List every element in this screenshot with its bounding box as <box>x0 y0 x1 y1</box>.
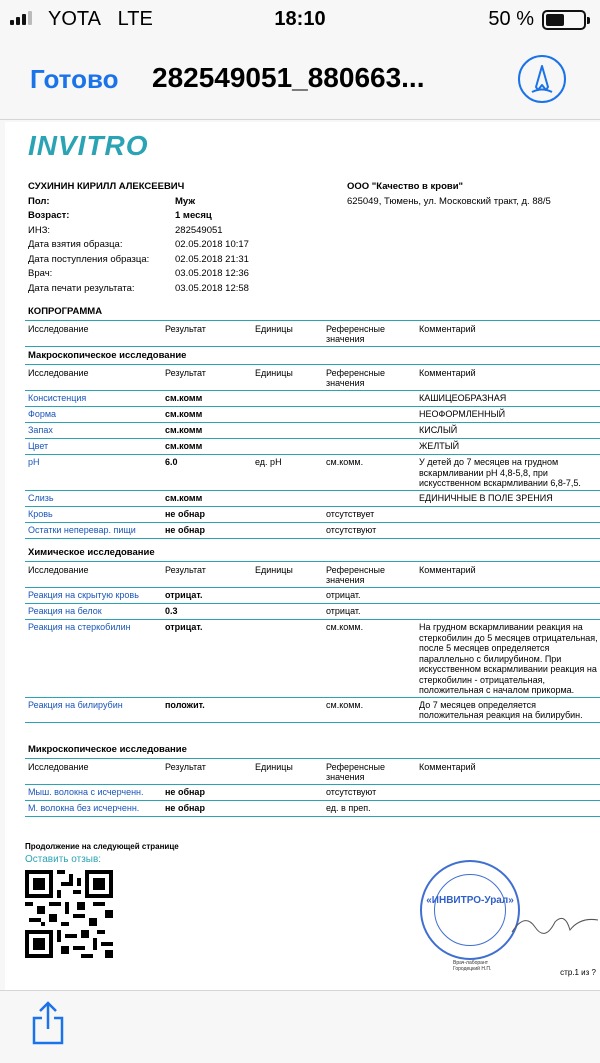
chem-title: Химическое исследование <box>28 547 155 558</box>
result-value: не обнар <box>165 803 205 813</box>
header-units: Единицы <box>255 565 293 575</box>
study-name: Запах <box>28 425 53 435</box>
reference-value <box>326 425 419 437</box>
table-row <box>25 523 600 539</box>
units-value <box>255 441 326 453</box>
result-value: см.комм <box>165 441 203 451</box>
comment-text <box>419 803 600 815</box>
comment-text: У детей до 7 месяцев на грудном вскармливании pH 4,8-5,8, при искусственном вскармливании 6,8-7,5. <box>419 457 581 488</box>
patient-info <box>28 180 249 296</box>
comment-text: До 7 месяцев определяется положительная реакция на билирубин. <box>419 699 583 720</box>
header-comment: Комментарий <box>419 762 476 772</box>
battery-icon <box>542 10 586 30</box>
comment-text: НЕОФОРМЛЕННЫЙ <box>419 409 506 419</box>
macro-rows <box>25 391 600 539</box>
table-header <box>25 320 600 347</box>
lab-address: 625049, Тюмень, ул. Московский тракт, д. 88/5 <box>347 195 551 207</box>
lab-info <box>347 180 551 209</box>
reference-value: отрицат. <box>326 590 361 600</box>
header-result: Результат <box>165 324 206 334</box>
status-bar <box>0 0 600 40</box>
result-value: отрицат. <box>165 622 203 632</box>
qr-code[interactable] <box>25 870 113 958</box>
comment-text: ЖЕЛТЫЙ <box>419 441 460 451</box>
header-study: Исследование <box>28 565 89 575</box>
header-units: Единицы <box>255 324 293 334</box>
review-link[interactable]: Оставить отзыв: <box>25 854 102 865</box>
age-label: Возраст: <box>28 210 70 221</box>
header-comment: Комментарий <box>419 368 476 378</box>
result-value: 6.0 <box>165 457 178 467</box>
battery-percentage: 50 % <box>488 8 534 30</box>
lab-stamp <box>420 860 520 960</box>
result-value: не обнар <box>165 508 205 519</box>
comment-text <box>419 590 600 602</box>
done-button[interactable]: Готово <box>30 64 119 94</box>
pdf-document-page[interactable] <box>5 122 600 990</box>
result-value: см.комм <box>165 393 203 403</box>
study-name: Реакция на белок <box>28 606 102 616</box>
doctor-signature <box>510 892 600 942</box>
table-row <box>25 491 600 507</box>
table-header <box>25 364 600 391</box>
table-row <box>25 455 600 491</box>
coprogram-title: КОПРОГРАММА <box>28 306 103 317</box>
header-study: Исследование <box>28 324 89 334</box>
stamp-text: «ИНВИТРО-Урал» <box>426 895 514 906</box>
page-number: стр.1 из ? <box>560 968 596 977</box>
units-value <box>255 509 326 521</box>
inz-label: ИНЗ: <box>28 224 51 236</box>
reference-value: отсутствуют <box>326 524 377 535</box>
doctor-label: Врач: <box>28 268 53 279</box>
micro-section <box>25 744 600 817</box>
sample-date-label: Дата взятия образца: <box>28 239 123 250</box>
units-value <box>255 425 326 437</box>
result-value: см.комм <box>165 409 203 419</box>
table-header <box>25 758 600 785</box>
units-value <box>255 590 326 602</box>
header-units: Единицы <box>255 762 293 772</box>
result-value: см.комм <box>165 425 203 435</box>
header-reference: Референсные значения <box>326 565 385 585</box>
receipt-date-label: Дата поступления образца: <box>28 253 150 265</box>
chem-rows <box>25 588 600 723</box>
table-row <box>25 785 600 801</box>
units-value <box>255 622 326 696</box>
units-value: ед. pH <box>255 457 282 467</box>
clock: 18:10 <box>274 8 326 30</box>
study-name: Консистенция <box>28 393 87 403</box>
table-row <box>25 391 600 407</box>
navigation-bar <box>0 40 600 120</box>
sex-value: Муж <box>175 195 196 207</box>
header-result: Результат <box>165 762 206 772</box>
header-reference: Референсные значения <box>326 762 385 782</box>
study-name: М. волокна без исчерченн. <box>28 803 140 813</box>
reference-value: см.комм. <box>326 699 364 710</box>
units-value <box>255 493 326 505</box>
print-date-label: Дата печати результата: <box>28 282 135 294</box>
bottom-toolbar <box>0 990 600 1063</box>
reference-value: ед. в преп. <box>326 803 371 813</box>
table-row <box>25 507 600 523</box>
units-value <box>255 393 326 405</box>
reference-value: отсутствуют <box>326 787 377 797</box>
header-comment: Комментарий <box>419 324 476 334</box>
header-result: Результат <box>165 565 206 575</box>
header-reference: Референсные значения <box>326 324 385 344</box>
table-row <box>25 423 600 439</box>
header-study: Исследование <box>28 368 89 378</box>
comment-text: КАШИЦЕОБРАЗНАЯ <box>419 393 507 403</box>
table-row <box>25 698 600 723</box>
reference-value: отрицат. <box>326 606 361 616</box>
units-value <box>255 525 326 537</box>
study-name: Остатки неперевар. пищи <box>28 524 136 535</box>
units-value <box>255 409 326 421</box>
comment-text: ЕДИНИЧНЫЕ В ПОЛЕ ЗРЕНИЯ <box>419 492 553 503</box>
sample-date-value: 02.05.2018 10:17 <box>175 239 249 250</box>
reference-value: отсутствует <box>326 508 375 519</box>
doctor-date-value: 03.05.2018 12:36 <box>175 268 249 279</box>
table-row <box>25 801 600 817</box>
study-name: Кровь <box>28 508 53 519</box>
micro-rows <box>25 785 600 817</box>
macro-title: Макроскопическое исследование <box>28 350 187 361</box>
comment-text <box>419 525 600 537</box>
micro-title: Микроскопическое исследование <box>28 744 187 755</box>
study-name: Слизь <box>28 492 54 503</box>
header-result: Результат <box>165 368 206 378</box>
reference-value <box>326 493 419 505</box>
share-icon[interactable] <box>30 1001 66 1045</box>
comment-text <box>419 787 600 799</box>
reference-value: см.комм. <box>326 622 364 632</box>
table-row <box>25 604 600 620</box>
header-comment: Комментарий <box>419 565 476 575</box>
study-name: Реакция на скрытую кровь <box>28 590 139 600</box>
study-name: Реакция на билирубин <box>28 699 123 710</box>
units-value <box>255 606 326 618</box>
table-row <box>25 439 600 455</box>
study-name: Цвет <box>28 441 49 451</box>
units-value <box>255 803 326 815</box>
comment-text <box>419 606 600 618</box>
table-header <box>25 561 600 588</box>
markup-pen-icon[interactable] <box>518 55 566 103</box>
macro-section <box>25 350 600 539</box>
document-title: 282549051_880663... <box>152 62 425 93</box>
reference-value <box>326 393 419 405</box>
study-name: Мыш. волокна с исчерченн. <box>28 787 144 797</box>
inz-value: 282549051 <box>175 224 223 236</box>
header-reference: Референсные значения <box>326 368 385 388</box>
result-value: см.комм <box>165 492 203 503</box>
print-date-value: 03.05.2018 12:58 <box>175 282 249 294</box>
age-value: 1 месяц <box>175 210 212 221</box>
invitro-logo: INVITRO <box>28 130 149 161</box>
reference-value <box>326 441 419 453</box>
result-value: отрицат. <box>165 590 203 600</box>
table-row <box>25 588 600 604</box>
header-study: Исследование <box>28 762 89 772</box>
signature-caption: Врач-лаборант Городецкий Н.П. <box>453 960 492 972</box>
comment-text <box>419 509 600 521</box>
study-name: Форма <box>28 409 57 419</box>
table-row <box>25 407 600 423</box>
result-value: не обнар <box>165 524 205 535</box>
carrier-name: YOTA <box>48 8 101 30</box>
result-value: положит. <box>165 699 205 710</box>
coprogram-section <box>25 306 600 347</box>
units-value <box>255 700 326 721</box>
comment-text: На грудном вскармливании реакция на стеркобилин до 5 месяцев отрицательная, после 5 месяцев определяется параллельно с билирубином. При искусственном вскармливании реакция на стеркобилин - отрицательная, положительная с началом прикорма. <box>419 622 598 695</box>
result-value: не обнар <box>165 787 205 797</box>
lab-name: ООО "Качество в крови" <box>347 181 464 192</box>
reference-value: см.комм. <box>326 457 364 467</box>
patient-name: СУХИНИН КИРИЛЛ АЛЕКСЕЕВИЧ <box>28 181 185 192</box>
study-name: pH <box>28 457 40 467</box>
network-type: LTE <box>117 8 153 30</box>
units-value <box>255 787 326 799</box>
comment-text: КИСЛЫЙ <box>419 425 458 435</box>
continued-note: Продолжение на следующей странице <box>25 842 179 851</box>
header-units: Единицы <box>255 368 293 378</box>
study-name: Реакция на стеркобилин <box>28 622 131 632</box>
result-value: 0.3 <box>165 606 178 616</box>
sex-label: Пол: <box>28 195 50 207</box>
chem-section <box>25 547 600 723</box>
reference-value <box>326 409 419 421</box>
receipt-date-value: 02.05.2018 21:31 <box>175 253 249 265</box>
table-row <box>25 620 600 698</box>
